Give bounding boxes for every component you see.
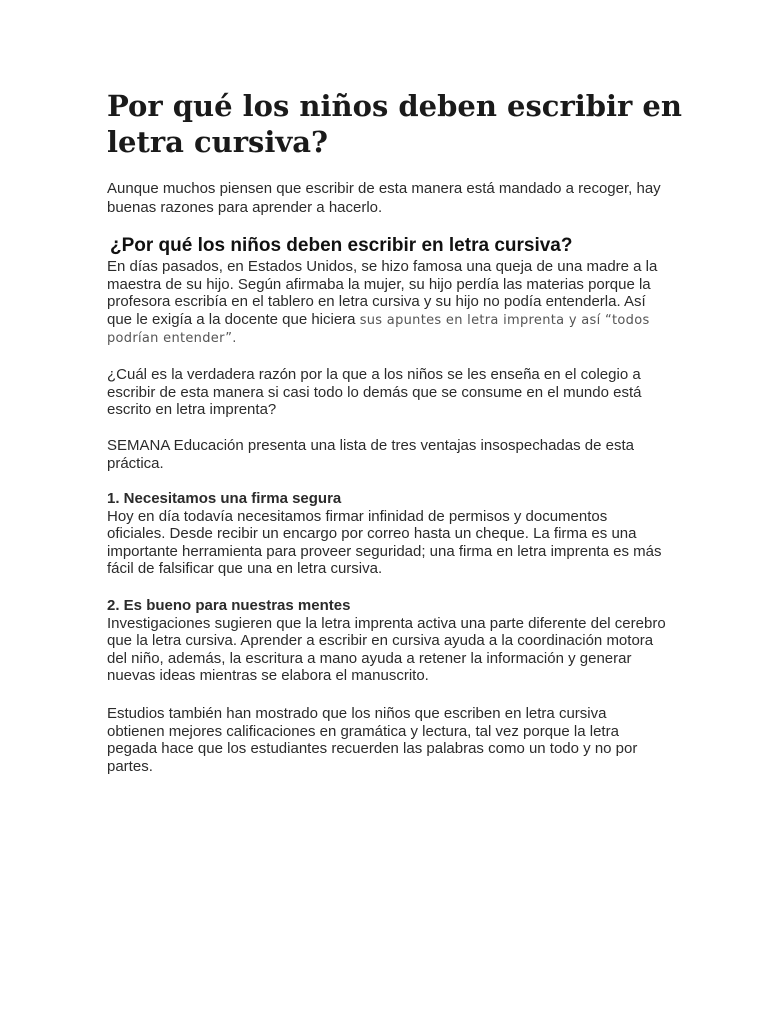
- article-lead: Aunque muchos piensen que escribir de esta manera está mandado a recoger, hay buenas razones para aprender a hacerlo.: [107, 180, 661, 216]
- section-heading: 1. Necesitamos una firma segura: [107, 490, 342, 507]
- section-minds: [107, 597, 667, 685]
- studies-paragraph: Estudios también han mostrado que los niños que escriben en letra cursiva obtienen mejores calificaciones en gramática y lectura, tal vez porque la letra pegada hace que los estudiantes recuerden las palabras como un todo y no por partes.: [107, 705, 638, 775]
- section-text: Investigaciones sugieren que la letra imprenta activa una parte diferente del cerebro que la letra cursiva. Aprender a escribir en cursiva ayuda a la coordinación motora del niño, además, la escritura a mano ayuda a retener la información y generar nuevas ideas mientras se elabora el manuscrito.: [107, 614, 666, 684]
- section-heading: 2. Es bueno para nuestras mentes: [107, 597, 351, 614]
- intro-paragraph-quote: sus apuntes en letra imprenta y así “todos podrían entender”.: [107, 312, 650, 346]
- article-subtitle: ¿Por qué los niños deben escribir en letra cursiva?: [110, 235, 573, 256]
- semana-paragraph: SEMANA Educación presenta una lista de tres ventajas insospechadas de esta práctica.: [107, 437, 634, 472]
- section-signature: [107, 490, 667, 578]
- intro-paragraph-text: En días pasados, en Estados Unidos, se hizo famosa una queja de una madre a la maestra de su hijo. Según afirmaba la mujer, su hijo perdía las materias porque la profesora escribía en el tablero en letra cursiva y su hijo no podía entenderla. Así que le exigía a la docente que hiciera: [107, 258, 658, 328]
- question-paragraph: ¿Cuál es la verdadera razón por la que a los niños se les enseña en el colegio a escribir de esta manera si casi todo lo demás que se consume en el mundo está escrito en letra imprenta?: [107, 366, 642, 418]
- intro-paragraph: [107, 258, 667, 348]
- section-text: Hoy en día todavía necesitamos firmar infinidad de permisos y documentos oficiales. Desde recibir un encargo por correo hasta un cheque. La firma es una importante herramienta para proveer seguridad; una firma en letra imprenta es más fácil de falsificar que una en letra cursiva.: [107, 507, 662, 577]
- article-title: Por qué los niños deben escribir en letra cursiva?: [107, 89, 682, 159]
